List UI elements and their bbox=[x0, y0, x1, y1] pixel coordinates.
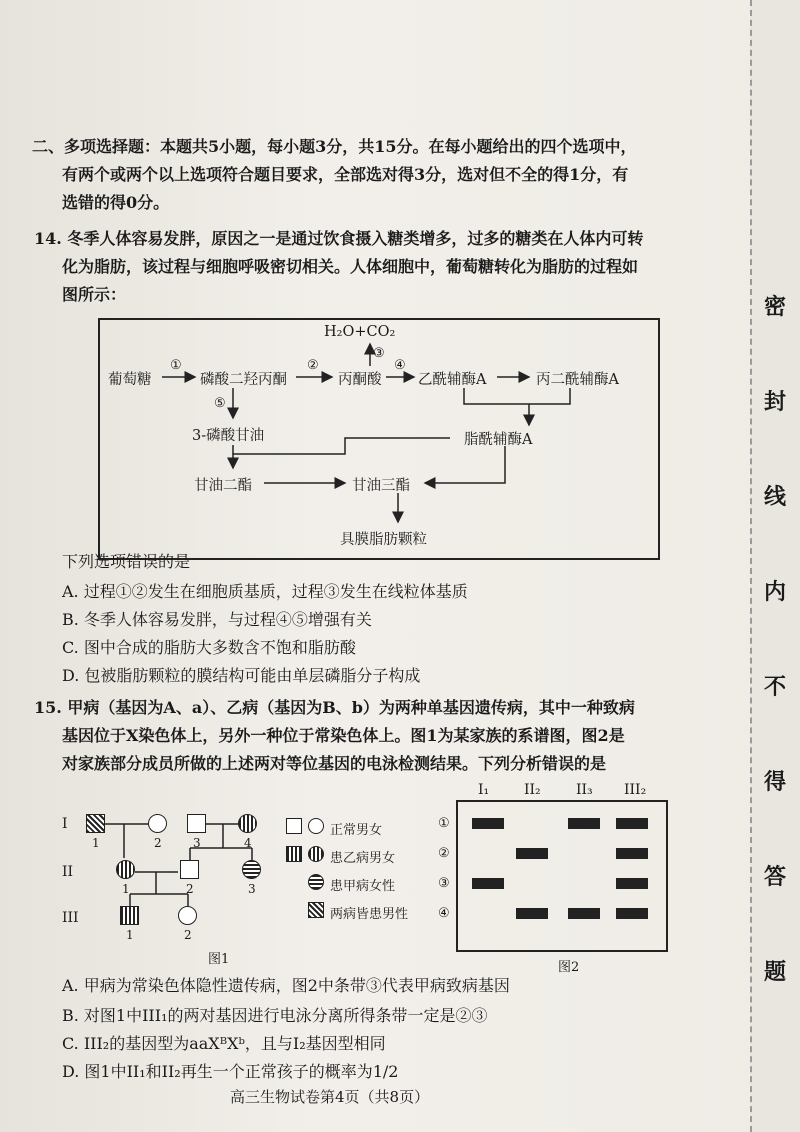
electrophoresis-band bbox=[616, 818, 648, 829]
seal-char: 密 bbox=[763, 294, 786, 320]
gen2-number-2: 2 bbox=[186, 882, 194, 896]
seal-char: 答 bbox=[763, 864, 786, 890]
fig2-row-label-1: ① bbox=[438, 816, 450, 831]
fig1-caption: 图1 bbox=[208, 952, 230, 967]
section-header-line1: 二、多项选择题：本题共5小题，每小题3分，共15分。在每小题给出的四个选项中， bbox=[32, 137, 637, 156]
fig2-row-label-2: ② bbox=[438, 846, 450, 861]
q15-stem-line1: 15. 甲病（基因为A、a）、乙病（基因为B、b）为两种单基因遗传病，其中一种致病 bbox=[34, 698, 635, 717]
legend-both-diseases-label: 两病皆患男性 bbox=[330, 907, 409, 922]
q15-option-c: C. III₂的基因型为aaXᴮXᵇ，且与I₂基因型相同 bbox=[62, 1034, 386, 1053]
electrophoresis-band bbox=[568, 818, 600, 829]
q15-stem-line3: 对家族部分成员所做的上述两对等位基因的电泳检测结果。下列分析错误的是 bbox=[62, 754, 607, 773]
electrophoresis-band bbox=[516, 908, 548, 919]
seal-char: 内 bbox=[763, 579, 786, 605]
q14-stem-line2: 化为脂肪，该过程与细胞呼吸密切相关。人体细胞中，葡萄糖转化为脂肪的过程如 bbox=[62, 257, 639, 276]
q14-stem-line3: 图所示： bbox=[62, 285, 127, 304]
triglyceride-label: 甘油三酯 bbox=[352, 478, 410, 494]
q14-option-c: C. 图中合成的脂肪大多数含不饱和脂肪酸 bbox=[62, 638, 356, 657]
gen2-number-1: 1 bbox=[122, 882, 130, 896]
individual-iii2 bbox=[178, 906, 197, 925]
individual-i3 bbox=[187, 814, 206, 833]
step1-marker: ① bbox=[170, 358, 182, 373]
section-header-line2: 有两个或两个以上选项符合题目要求，全部选对得3分，选对但不全的得1分，有 bbox=[62, 165, 629, 184]
q15-option-b: B. 对图1中III₁的两对基因进行电泳分离所得条带一定是②③ bbox=[62, 1006, 488, 1025]
gen1-number-1: 1 bbox=[92, 836, 100, 850]
fig2-row-label-4: ④ bbox=[438, 906, 450, 921]
electrophoresis-band bbox=[472, 818, 504, 829]
seal-char: 题 bbox=[763, 959, 786, 985]
fig2-col-label-3: II₃ bbox=[576, 782, 593, 798]
fig2-col-label-1: I₁ bbox=[478, 782, 490, 798]
fat-particle-label: 具膜脂肪颗粒 bbox=[340, 532, 427, 548]
dhap-label: 磷酸二羟丙酮 bbox=[200, 372, 287, 388]
electrophoresis-band bbox=[616, 908, 648, 919]
seal-char: 得 bbox=[763, 769, 786, 795]
gen1-number-4: 4 bbox=[244, 836, 252, 850]
individual-i4 bbox=[238, 814, 257, 833]
legend-normal-label: 正常男女 bbox=[330, 823, 383, 838]
generation-label-3: III bbox=[62, 910, 79, 926]
water-co2-label: H₂O+CO₂ bbox=[324, 324, 396, 340]
individual-i2 bbox=[148, 814, 167, 833]
individual-ii2 bbox=[180, 860, 199, 879]
electrophoresis-band bbox=[568, 908, 600, 919]
step5-marker: ⑤ bbox=[214, 396, 226, 411]
q15-option-a: A. 甲病为常染色体隐性遗传病，图2中条带③代表甲病致病基因 bbox=[62, 976, 510, 995]
gen3-number-2: 2 bbox=[184, 928, 192, 942]
generation-label-1: I bbox=[62, 816, 68, 832]
fig2-col-label-4: III₂ bbox=[624, 782, 647, 798]
pedigree-figure bbox=[60, 800, 450, 970]
individual-ii1 bbox=[116, 860, 135, 879]
electrophoresis-band bbox=[616, 848, 648, 859]
individual-ii3 bbox=[242, 860, 261, 879]
step4-marker: ④ bbox=[394, 358, 406, 373]
fig2-col-label-2: II₂ bbox=[524, 782, 541, 798]
seal-strip bbox=[750, 0, 800, 1132]
legend-both-diseases-male-symbol bbox=[308, 902, 324, 918]
q15-option-d: D. 图1中II₁和II₂再生一个正常孩子的概率为1/2 bbox=[62, 1062, 399, 1081]
pyruvate-label: 丙酮酸 bbox=[338, 372, 382, 388]
gen1-number-2: 2 bbox=[154, 836, 162, 850]
legend-disease-b-female-symbol bbox=[308, 846, 324, 862]
gen2-number-3: 3 bbox=[248, 882, 256, 896]
legend-disease-a-label: 患甲病女性 bbox=[330, 879, 396, 894]
step2-marker: ② bbox=[307, 358, 319, 373]
fat-synthesis-diagram bbox=[98, 318, 660, 560]
electrophoresis-figure bbox=[456, 800, 668, 952]
legend-disease-b-label: 患乙病男女 bbox=[330, 851, 396, 866]
seal-char: 封 bbox=[763, 389, 786, 415]
individual-iii1 bbox=[120, 906, 139, 925]
glucose-label: 葡萄糖 bbox=[108, 372, 152, 388]
electrophoresis-band bbox=[516, 848, 548, 859]
fatty-acyl-coa-label: 脂酰辅酶A bbox=[464, 432, 533, 448]
step3-marker: ③ bbox=[373, 346, 385, 361]
page-footer: 高三生物试卷第4页（共8页） bbox=[230, 1088, 430, 1106]
fig2-row-label-3: ③ bbox=[438, 876, 450, 891]
g3p-label: 3-磷酸甘油 bbox=[192, 428, 265, 444]
seal-text bbox=[758, 290, 792, 1050]
q14-option-b: B. 冬季人体容易发胖，与过程④⑤增强有关 bbox=[62, 610, 372, 629]
legend-normal-male-symbol bbox=[286, 818, 302, 834]
gen1-number-3: 3 bbox=[193, 836, 201, 850]
individual-i1 bbox=[86, 814, 105, 833]
electrophoresis-band bbox=[472, 878, 504, 889]
legend-normal-female-symbol bbox=[308, 818, 324, 834]
q14-option-d: D. 包被脂肪颗粒的膜结构可能由单层磷脂分子构成 bbox=[62, 666, 421, 685]
q14-prompt: 下列选项错误的是 bbox=[62, 552, 191, 571]
diglyceride-label: 甘油二酯 bbox=[194, 478, 252, 494]
section-header-line3: 选错的得0分。 bbox=[62, 193, 170, 212]
seal-char: 线 bbox=[763, 484, 786, 510]
generation-label-2: II bbox=[62, 864, 74, 880]
fig2-caption: 图2 bbox=[558, 960, 580, 975]
q14-stem-line1: 14. 冬季人体容易发胖，原因之一是通过饮食摄入糖类增多，过多的糖类在人体内可转 bbox=[34, 229, 644, 248]
electrophoresis-band bbox=[616, 878, 648, 889]
malonyl-coa-label: 丙二酰辅酶A bbox=[536, 372, 619, 388]
gen3-number-1: 1 bbox=[126, 928, 134, 942]
legend-disease-a-female-symbol bbox=[308, 874, 324, 890]
legend-disease-b-male-symbol bbox=[286, 846, 302, 862]
q14-option-a: A. 过程①②发生在细胞质基质，过程③发生在线粒体基质 bbox=[62, 582, 468, 601]
acetyl-coa-label: 乙酰辅酶A bbox=[418, 372, 487, 388]
q15-stem-line2: 基因位于X染色体上，另外一种位于常染色体上。图1为某家族的系谱图，图2是 bbox=[62, 726, 625, 745]
seal-char: 不 bbox=[763, 674, 786, 700]
